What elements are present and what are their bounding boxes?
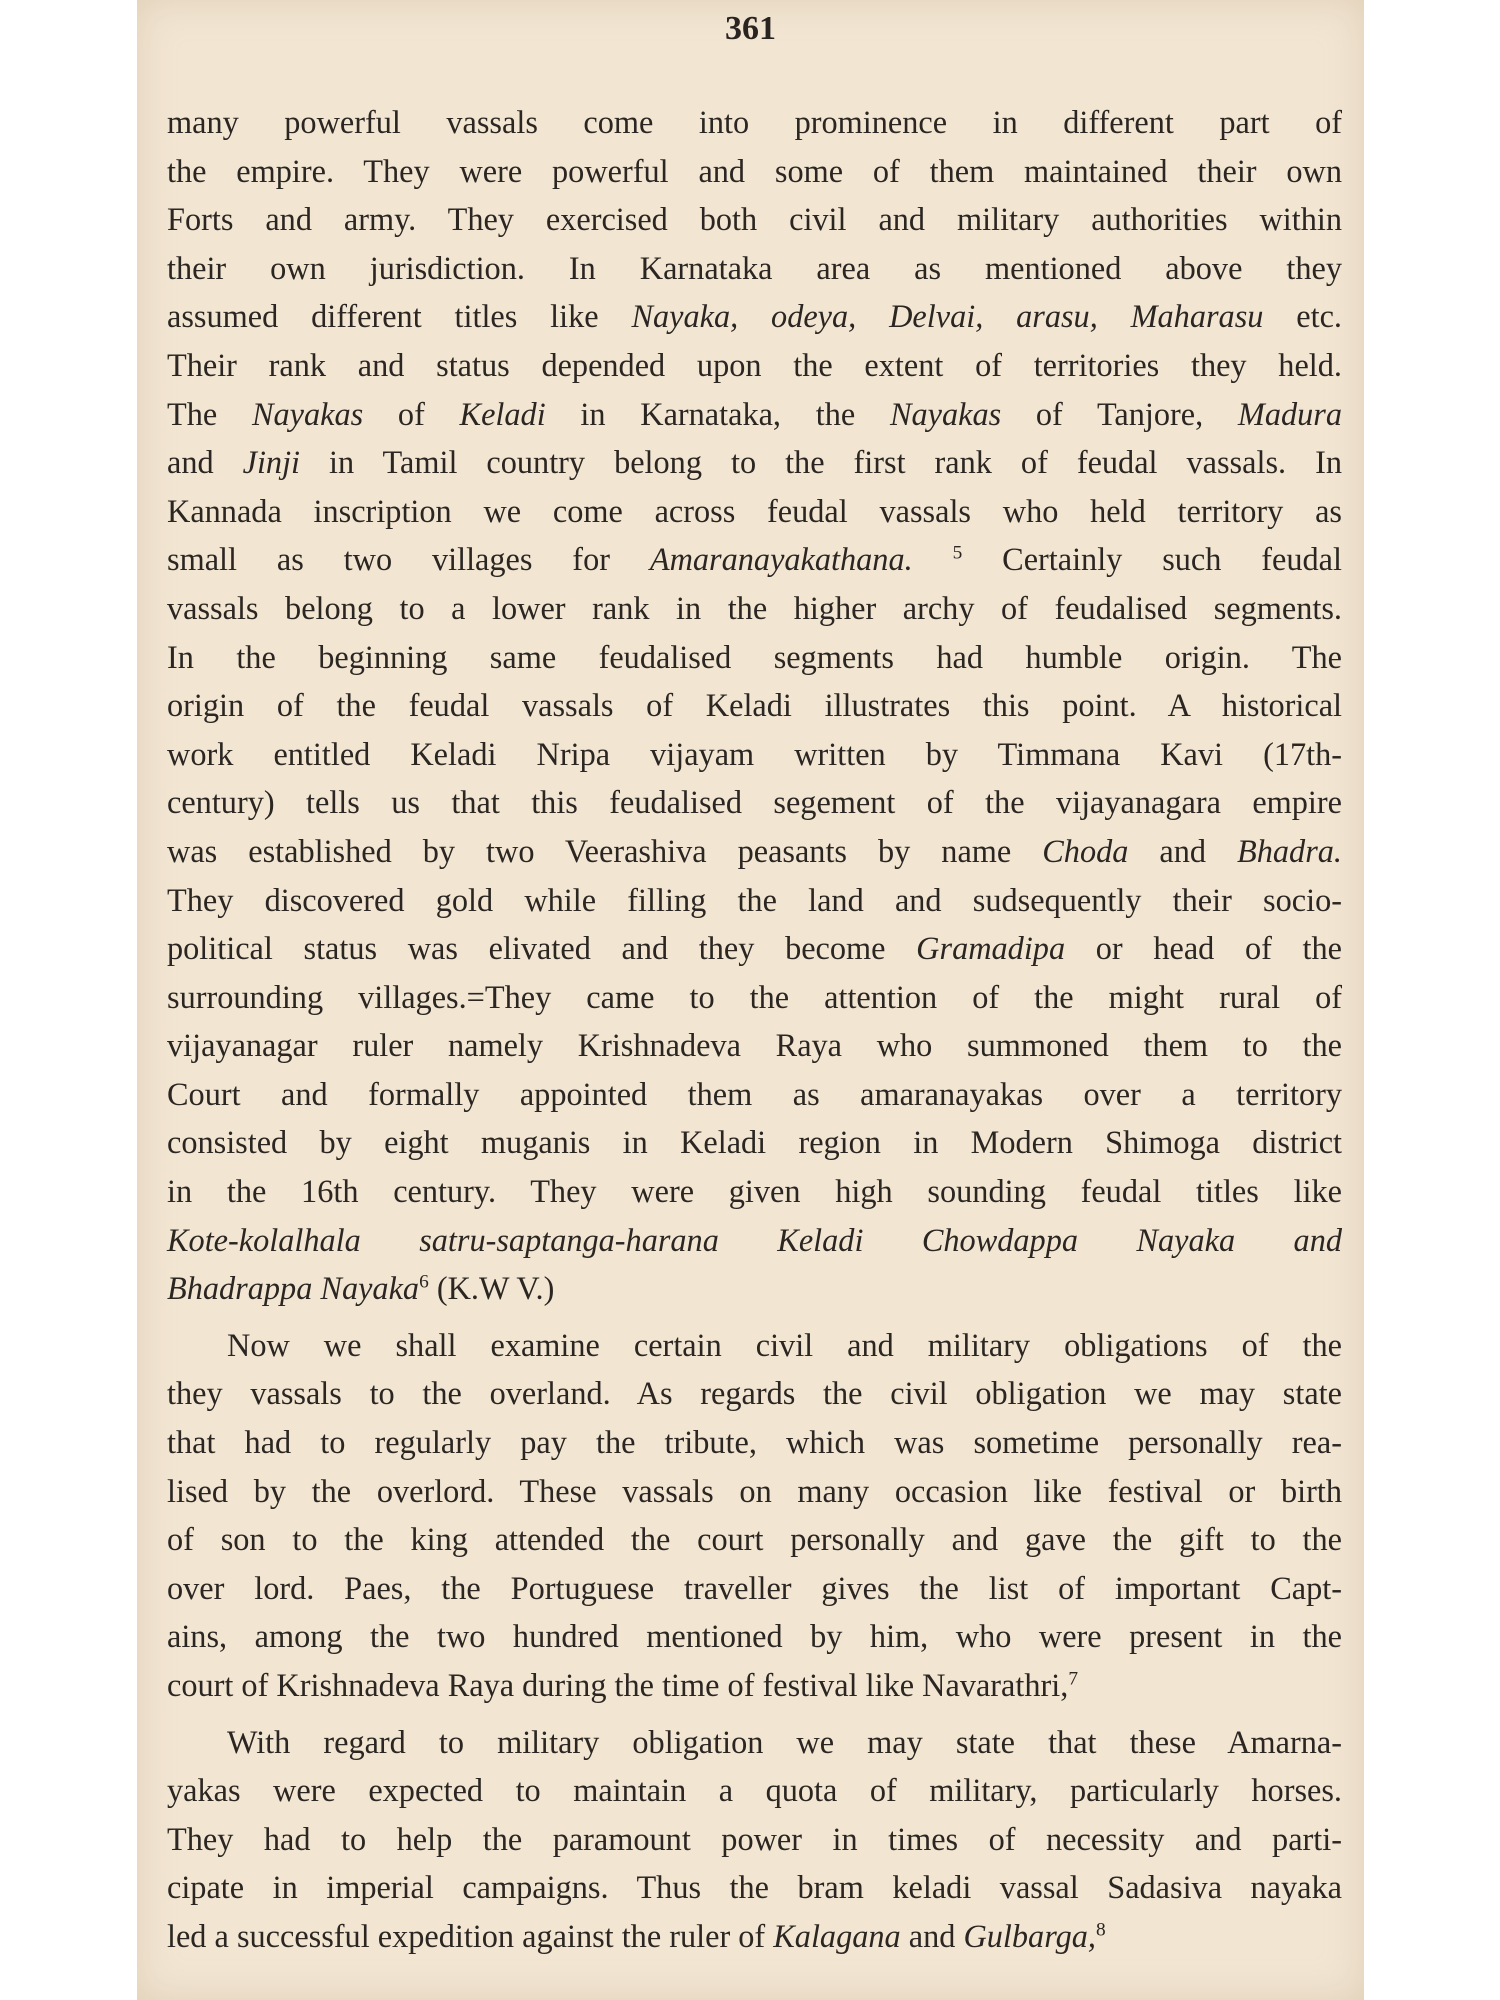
text-line: they vassals to the overland. As regards the civil obligation we may state — [167, 1375, 1342, 1412]
italic-term: Bhadrappa Nayaka — [167, 1270, 420, 1307]
footnote-marker: 6 — [419, 1271, 429, 1293]
text-line: lised by the overlord. These vassals on many occasion like festival or birth — [167, 1472, 1342, 1509]
text-line: their own jurisdiction. In Karnataka area as mentioned above they — [167, 249, 1342, 286]
italic-term: Nayakas — [889, 395, 1002, 432]
text-line: vijayanagar ruler namely Krishnadeva Raya who summoned them to the — [167, 1027, 1342, 1064]
text-line: They discovered gold while filling the land and sudsequently their socio- — [167, 881, 1342, 918]
italic-term: Choda — [1042, 832, 1129, 869]
text-line: of son to the king attended the court personally and gave the gift to the — [167, 1521, 1342, 1558]
text-line: work entitled Keladi Nripa vijayam written by Timmana Kavi (17th- — [167, 735, 1342, 772]
italic-term: Jinji — [242, 444, 301, 481]
footnote-marker: 7 — [1068, 1668, 1079, 1690]
text-line: consisted by eight muganis in Keladi region in Modern Shimoga district — [167, 1124, 1342, 1161]
text-line: They had to help the paramount power in times of necessity and parti- — [167, 1820, 1342, 1857]
text-line: the empire. They were powerful and some of them maintained their own — [167, 152, 1342, 189]
italic-term: Nayaka, odeya, Delvai, arasu, Maharasu — [631, 298, 1264, 335]
text-line: over lord. Paes, the Portuguese traveller gives the list of important Capt- — [167, 1569, 1342, 1606]
text-line: Court and formally appointed them as amaranayakas over a territory — [167, 1075, 1342, 1112]
text-line: led a successful expedition against the ruler of Kalagana and Gulbarga,$^8$ — [167, 1917, 1106, 1954]
book-page — [137, 0, 1364, 2000]
italic-term: Gramadipa — [916, 930, 1066, 967]
italic-term: Gulbarga, — [963, 1917, 1096, 1954]
text-line: Bhadrappa Nayaka$^6$ (K.W V.) — [167, 1270, 555, 1307]
body-text — [167, 98, 1342, 1961]
italic-term: Keladi — [459, 395, 546, 432]
text-line: ains, among the two hundred mentioned by him, who were present in the — [167, 1618, 1342, 1655]
text-line: Now we shall examine certain civil and military obligations of the — [227, 1326, 1342, 1363]
text-line: surrounding villages.=They came to the attention of the might rural of — [167, 978, 1342, 1015]
text-line: century) tells us that this feudalised segement of the vijayanagara empire — [167, 784, 1342, 821]
text-line: Their rank and status depended upon the extent of territories they held. — [167, 346, 1342, 383]
text-line: court of Krishnadeva Raya during the time of festival like Navarathri,$^7$ — [167, 1667, 1079, 1703]
text-line: vassals belong to a lower rank in the higher archy of feudalised segments. — [167, 589, 1342, 626]
italic-term: Kalagana — [773, 1917, 901, 1954]
footnote-marker: 8 — [1095, 1919, 1106, 1941]
italic-term: Amaranayakathana. — [649, 541, 913, 578]
text-line: political status was elivated and they become Gramadipa or head of the — [167, 930, 1343, 967]
text-line: cipate in imperial campaigns. Thus the bram keladi vassal Sadasiva nayaka — [167, 1869, 1342, 1906]
text-line: that had to regularly pay the tribute, which was sometime personally rea- — [167, 1424, 1342, 1461]
text-line: small as two villages for Amaranayakathana. $^5$ Certainly such feudal — [167, 541, 1342, 578]
text-line: assumed different titles like Nayaka, odeya, Delvai, arasu, Maharasu etc. — [167, 298, 1342, 335]
text-line: in the 16th century. They were given high sounding feudal titles like — [167, 1173, 1342, 1210]
text-line: In the beginning same feudalised segments had humble origin. The — [167, 638, 1342, 675]
text-line: With regard to military obligation we may state that these Amarna- — [227, 1723, 1342, 1760]
text-line — [167, 1216, 1342, 1265]
page-number: 361 — [725, 10, 776, 47]
text-line: origin of the feudal vassals of Keladi illustrates this point. A historical — [167, 687, 1342, 724]
text-line: Kannada inscription we come across feudal vassals who held territory as — [167, 492, 1342, 529]
italic-term: Madura — [1237, 395, 1342, 432]
text-line: Forts and army. They exercised both civil and military authorities within — [167, 201, 1342, 238]
text-line: yakas were expected to maintain a quota of military, particularly horses. — [167, 1772, 1342, 1809]
text-line: and Jinji in Tamil country belong to the first rank of feudal vassals. In — [167, 444, 1342, 481]
footnote-marker: 5 — [952, 542, 963, 564]
text-line: many powerful vassals come into prominence in different part of — [167, 104, 1342, 140]
italic-term: Bhadra. — [1237, 832, 1342, 869]
italic-term: Kote-kolalhala satru-saptanga-harana Keladi Chowdappa Nayaka and — [167, 1221, 1342, 1258]
text-line: The Nayakas of Keladi in Karnataka, the Nayakas of Tanjore, Madura — [167, 395, 1342, 432]
italic-term: Nayakas — [251, 395, 364, 432]
text-line: was established by two Veerashiva peasants by name Choda and Bhadra. — [167, 832, 1342, 869]
